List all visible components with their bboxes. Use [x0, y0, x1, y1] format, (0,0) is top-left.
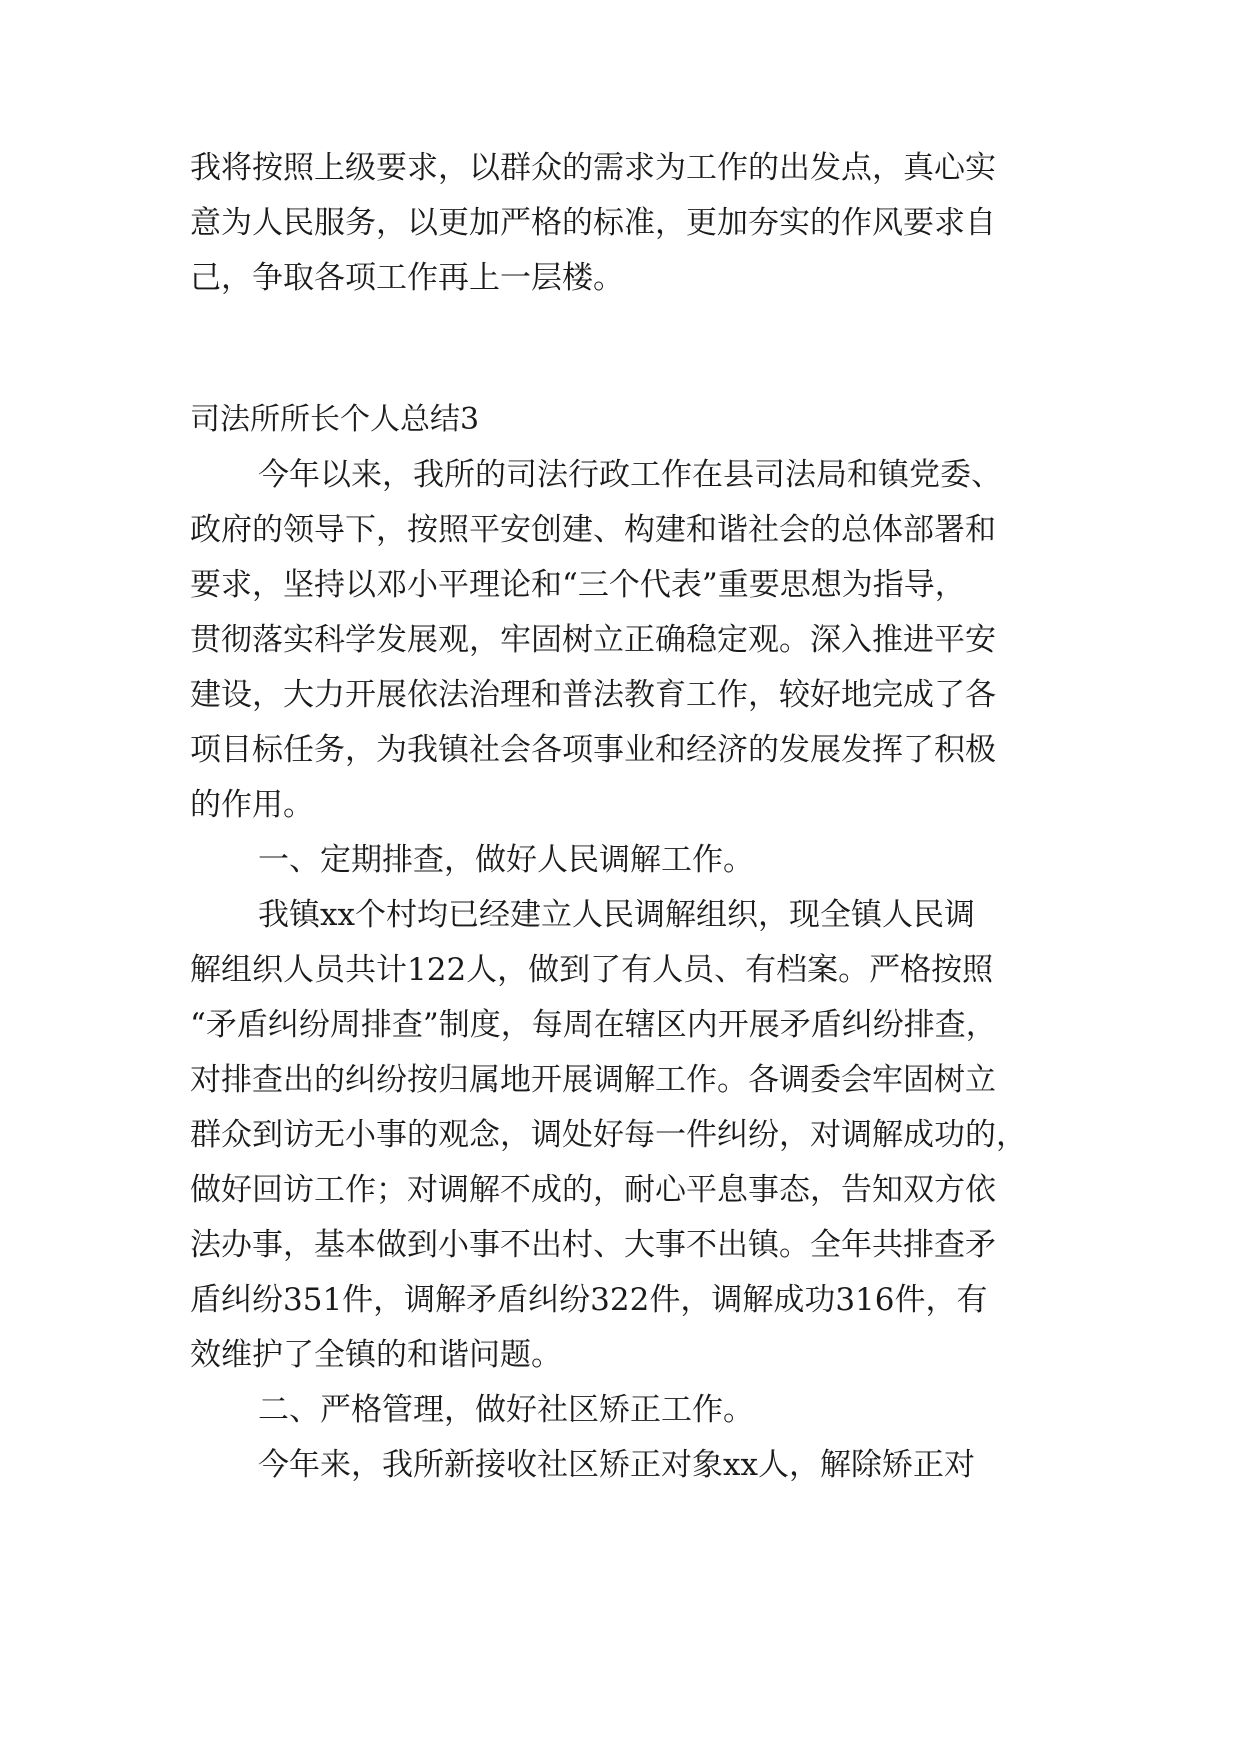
- paragraph-line: 要求，坚持以邓小平理论和“三个代表”重要思想为指导，: [190, 567, 966, 603]
- paragraph-line: 项目标任务，为我镇社会各项事业和经济的发展发挥了积极: [190, 732, 996, 768]
- paragraph-line: 建设，大力开展依法治理和普法教育工作，较好地完成了各: [190, 677, 996, 713]
- paragraph-line: “矛盾纠纷周排查”制度，每周在辖区内开展矛盾纠纷排查，: [190, 1007, 997, 1043]
- paragraph-line: 政府的领导下，按照平安创建、构建和谐社会的总体部署和: [190, 512, 996, 548]
- paragraph-line: 解组织人员共计122人，做到了有人员、有档案。严格按照: [190, 952, 994, 988]
- paragraph-line: 对排查出的纠纷按归属地开展调解工作。各调委会牢固树立: [190, 1062, 996, 1098]
- section-title: 司法所所长个人总结3: [190, 402, 480, 437]
- paragraph-line: 做好回访工作；对调解不成的，耐心平息事态，告知双方依: [190, 1172, 996, 1208]
- paragraph-line: 盾纠纷351件，调解矛盾纠纷322件，调解成功316件，有: [190, 1282, 988, 1318]
- paragraph-line: 意为人民服务，以更加严格的标准，更加夯实的作风要求自: [190, 205, 996, 241]
- paragraph-line: 我将按照上级要求，以群众的需求为工作的出发点，真心实: [190, 150, 996, 186]
- paragraph-line: 群众到访无小事的观念，调处好每一件纠纷，对调解成功的，: [190, 1117, 1027, 1153]
- paragraph-line: 的作用。: [190, 787, 314, 823]
- paragraph-line: 效维护了全镇的和谐问题。: [190, 1337, 562, 1373]
- section-heading: 一、定期排查，做好人民调解工作。: [258, 842, 754, 878]
- paragraph-line: 我镇xx个村均已经建立人民调解组织，现全镇人民调: [258, 897, 975, 933]
- paragraph-line: 己，争取各项工作再上一层楼。: [190, 260, 624, 296]
- section-heading: 二、严格管理，做好社区矫正工作。: [258, 1392, 754, 1428]
- paragraph-line: 今年以来，我所的司法行政工作在县司法局和镇党委、: [258, 457, 1002, 493]
- paragraph-line: 今年来，我所新接收社区矫正对象xx人，解除矫正对: [258, 1447, 975, 1483]
- paragraph-line: 贯彻落实科学发展观，牢固树立正确稳定观。深入推进平安: [190, 622, 996, 658]
- paragraph-line: 法办事，基本做到小事不出村、大事不出镇。全年共排查矛: [190, 1227, 996, 1263]
